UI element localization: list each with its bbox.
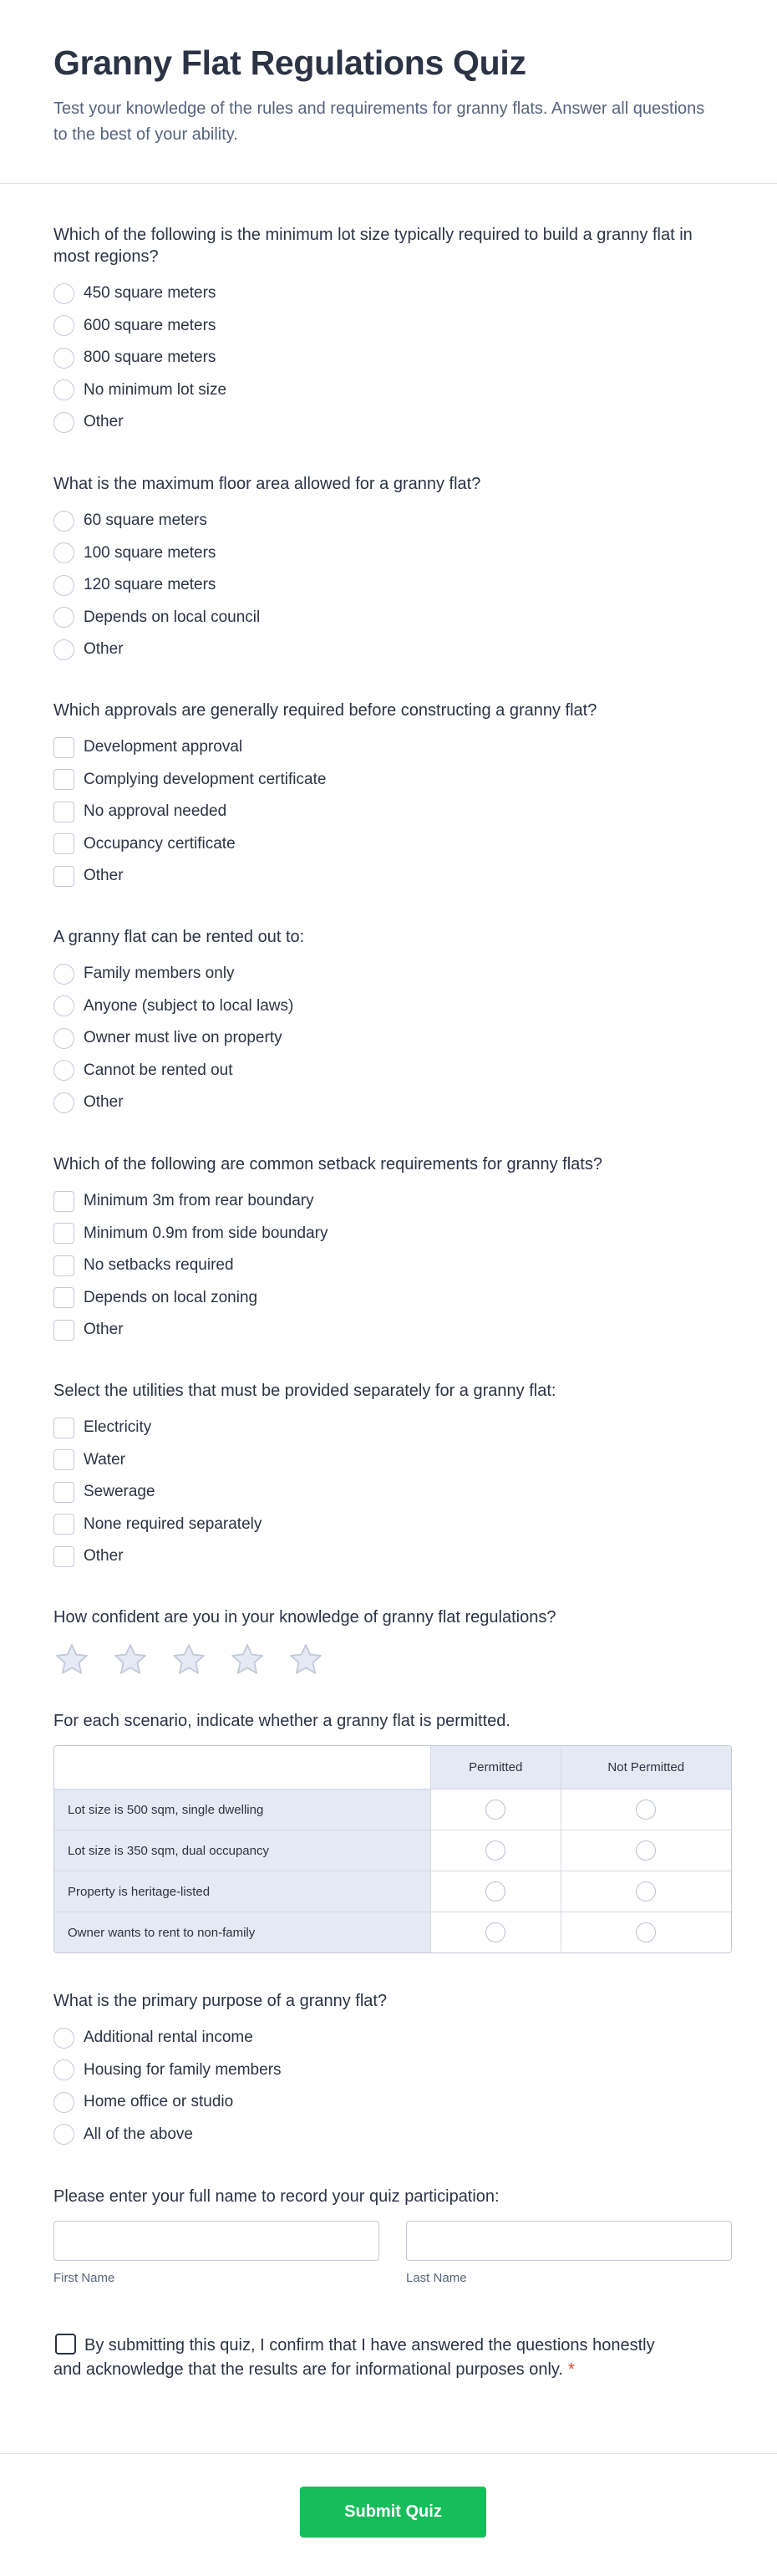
question-primary-purpose <box>53 1990 732 2151</box>
radio-button[interactable] <box>53 2124 74 2145</box>
star-icon[interactable] <box>53 1642 90 1678</box>
option-label: No approval needed <box>84 802 227 821</box>
option-label: Depends on local council <box>84 608 261 626</box>
matrix-cell[interactable] <box>561 1789 731 1830</box>
radio-button[interactable] <box>636 1840 656 1861</box>
radio-button[interactable] <box>485 1922 505 1942</box>
option-none-required[interactable] <box>53 1509 732 1541</box>
form-header <box>0 0 777 184</box>
matrix-corner <box>54 1746 431 1789</box>
option-depends-council[interactable] <box>53 602 732 634</box>
option-100-sqm[interactable] <box>53 537 732 570</box>
radio-button[interactable] <box>53 1028 74 1049</box>
option-label: Sewerage <box>84 1483 155 1501</box>
option-complying-certificate[interactable] <box>53 764 732 797</box>
star-icon[interactable] <box>287 1642 324 1678</box>
option-no-setbacks[interactable] <box>53 1250 732 1282</box>
option-other[interactable] <box>53 1087 732 1119</box>
question-label: Which of the following is the minimum lot size typically required to build a granny flat in most regions? <box>53 226 693 266</box>
matrix-row-label: Property is heritage-listed <box>54 1871 431 1912</box>
radio-button[interactable] <box>636 1881 656 1901</box>
option-local-zoning[interactable] <box>53 1282 732 1315</box>
option-home-office[interactable] <box>53 2086 732 2119</box>
question-label: For each scenario, indicate whether a granny flat is permitted. <box>53 1712 510 1730</box>
matrix-row-label: Lot size is 350 sqm, dual occupancy <box>54 1830 431 1871</box>
question-max-floor-area <box>53 473 732 666</box>
page-title: Granny Flat Regulations Quiz <box>53 43 526 82</box>
option-other[interactable] <box>53 406 732 439</box>
checkbox[interactable] <box>53 737 74 758</box>
matrix-table <box>53 1745 732 1953</box>
option-label: 60 square meters <box>84 512 207 530</box>
radio-button[interactable] <box>53 2059 74 2080</box>
matrix-cell[interactable] <box>431 1871 561 1912</box>
radio-button[interactable] <box>53 348 74 369</box>
option-other[interactable] <box>53 1540 732 1573</box>
first-name-label: First Name <box>53 2271 115 2285</box>
radio-button[interactable] <box>53 283 74 304</box>
radio-button[interactable] <box>53 542 74 563</box>
option-label: Other <box>84 413 124 431</box>
option-occupancy-certificate[interactable] <box>53 828 732 861</box>
option-owner-lives[interactable] <box>53 1022 732 1055</box>
option-label: None required separately <box>84 1515 262 1533</box>
option-label: Other <box>84 1093 124 1112</box>
option-600-sqm[interactable] <box>53 310 732 343</box>
radio-button[interactable] <box>53 379 74 400</box>
option-label: No minimum lot size <box>84 380 227 399</box>
matrix-row-label: Owner wants to rent to non-family <box>54 1912 431 1952</box>
checkbox[interactable] <box>53 1546 74 1567</box>
option-family-housing[interactable] <box>53 2054 732 2087</box>
last-name-input[interactable] <box>406 2221 732 2261</box>
option-120-sqm[interactable] <box>53 569 732 602</box>
question-setbacks <box>53 1153 732 1347</box>
star-icon[interactable] <box>229 1642 266 1678</box>
option-label: 450 square meters <box>84 284 216 303</box>
submit-button[interactable]: Submit Quiz <box>300 2487 486 2538</box>
option-label: Development approval <box>84 738 243 756</box>
option-label: Owner must live on property <box>84 1029 282 1047</box>
option-development-approval[interactable] <box>53 731 732 764</box>
option-label: Other <box>84 867 124 885</box>
option-label: Depends on local zoning <box>84 1288 258 1306</box>
option-family-only[interactable] <box>53 958 732 990</box>
option-label: Electricity <box>84 1418 152 1437</box>
option-cannot-rent[interactable] <box>53 1055 732 1087</box>
option-label: Other <box>84 640 124 659</box>
radio-button[interactable] <box>53 995 74 1016</box>
matrix-cell[interactable] <box>561 1912 731 1952</box>
radio-button[interactable] <box>53 575 74 596</box>
radio-button[interactable] <box>53 639 74 660</box>
question-label: Please enter your full name to record your quiz participation: <box>53 2187 500 2206</box>
last-name-label: Last Name <box>406 2271 467 2285</box>
star-rating[interactable] <box>53 1642 732 1678</box>
option-label: Minimum 0.9m from side boundary <box>84 1224 328 1242</box>
matrix-cell[interactable] <box>561 1830 731 1871</box>
checkbox[interactable] <box>53 833 74 854</box>
matrix-row <box>54 1789 731 1830</box>
radio-button[interactable] <box>485 1881 505 1901</box>
question-utilities <box>53 1380 732 1573</box>
radio-button[interactable] <box>53 964 74 985</box>
question-rental <box>53 926 732 1119</box>
matrix-row <box>54 1830 731 1871</box>
question-permitted-matrix <box>53 1710 732 1953</box>
option-water[interactable] <box>53 1444 732 1477</box>
option-800-sqm[interactable] <box>53 342 732 374</box>
option-label: 120 square meters <box>84 576 216 594</box>
option-label: 100 square meters <box>84 543 216 562</box>
radio-button[interactable] <box>53 2092 74 2113</box>
option-other[interactable] <box>53 1314 732 1347</box>
radio-button[interactable] <box>53 1092 74 1113</box>
question-label: Which approvals are generally required before constructing a granny flat? <box>53 701 597 720</box>
question-label: Which of the following are common setback requirements for granny flats? <box>53 1155 602 1173</box>
question-confidence-rating <box>53 1606 732 1678</box>
option-label: Home office or studio <box>84 2093 234 2111</box>
last-name-group <box>406 2221 732 2285</box>
option-label: 600 square meters <box>84 316 216 334</box>
checkbox[interactable] <box>53 1514 74 1535</box>
option-label: Housing for family members <box>84 2060 282 2079</box>
question-full-name <box>53 2186 732 2285</box>
option-sewerage[interactable] <box>53 1476 732 1509</box>
option-all-above[interactable] <box>53 2119 732 2151</box>
radio-button[interactable] <box>636 1922 656 1942</box>
matrix-header-row <box>54 1746 731 1789</box>
matrix-cell[interactable] <box>431 1789 561 1830</box>
star-icon[interactable] <box>170 1642 207 1678</box>
question-label: A granny flat can be rented out to: <box>53 928 305 946</box>
option-label: Complying development certificate <box>84 770 327 788</box>
required-mark: * <box>567 2360 575 2379</box>
checkbox[interactable] <box>53 1191 74 1212</box>
radio-button[interactable] <box>53 412 74 433</box>
matrix-cell[interactable] <box>431 1830 561 1871</box>
matrix-cell[interactable] <box>561 1871 731 1912</box>
matrix-cell[interactable] <box>431 1912 561 1952</box>
consent-checkbox-group <box>53 2334 655 2382</box>
option-no-minimum[interactable] <box>53 374 732 407</box>
radio-button[interactable] <box>53 511 74 532</box>
radio-button[interactable] <box>53 607 74 628</box>
option-electricity[interactable] <box>53 1412 732 1444</box>
option-side-09m[interactable] <box>53 1218 732 1250</box>
footer-divider <box>0 2453 777 2454</box>
question-label: Select the utilities that must be provided separately for a granny flat: <box>53 1382 556 1400</box>
option-label: Additional rental income <box>84 2029 253 2047</box>
checkbox[interactable] <box>53 1320 74 1341</box>
matrix-row <box>54 1912 731 1952</box>
radio-button[interactable] <box>636 1800 656 1820</box>
checkbox[interactable] <box>53 1223 74 1244</box>
matrix-row-label: Lot size is 500 sqm, single dwelling <box>54 1789 431 1830</box>
option-60-sqm[interactable] <box>53 505 732 537</box>
option-rear-3m[interactable] <box>53 1185 732 1218</box>
option-label: Anyone (subject to local laws) <box>84 996 294 1015</box>
question-min-lot-size <box>53 224 732 439</box>
option-label: 800 square meters <box>84 349 216 367</box>
consent-checkbox[interactable] <box>55 2334 76 2355</box>
matrix-column-header: Not Permitted <box>561 1746 731 1789</box>
radio-button[interactable] <box>485 1800 505 1820</box>
checkbox[interactable] <box>53 769 74 790</box>
option-anyone[interactable] <box>53 990 732 1023</box>
matrix-column-header: Permitted <box>431 1746 561 1789</box>
name-fields <box>53 2221 732 2285</box>
option-label: All of the above <box>84 2125 193 2143</box>
checkbox[interactable] <box>53 1287 74 1308</box>
star-icon[interactable] <box>112 1642 149 1678</box>
radio-button[interactable] <box>53 2028 74 2049</box>
question-label: How confident are you in your knowledge of granny flat regulations? <box>53 1608 556 1627</box>
option-no-approval[interactable] <box>53 796 732 828</box>
radio-button[interactable] <box>53 1060 74 1081</box>
option-label: Cannot be rented out <box>84 1061 233 1079</box>
first-name-group <box>53 2221 379 2285</box>
checkbox[interactable] <box>53 866 74 887</box>
option-label: Other <box>84 1321 124 1339</box>
option-rental-income[interactable] <box>53 2022 732 2054</box>
question-label: What is the maximum floor area allowed for a granny flat? <box>53 475 481 493</box>
option-label: Water <box>84 1450 125 1469</box>
option-label: Family members only <box>84 965 235 983</box>
radio-button[interactable] <box>485 1840 505 1861</box>
first-name-input[interactable] <box>53 2221 379 2261</box>
matrix-row <box>54 1871 731 1912</box>
option-450-sqm[interactable] <box>53 277 732 310</box>
page-description: Test your knowledge of the rules and requirements for granny flats. Answer all questions to the best of your ability. <box>53 99 705 144</box>
checkbox[interactable] <box>53 1255 74 1276</box>
checkbox[interactable] <box>53 802 74 822</box>
checkbox[interactable] <box>53 1449 74 1470</box>
option-label: Other <box>84 1547 124 1565</box>
option-label: Minimum 3m from rear boundary <box>84 1192 314 1210</box>
question-approvals <box>53 700 732 893</box>
option-label: Occupancy certificate <box>84 834 236 853</box>
checkbox[interactable] <box>53 1418 74 1438</box>
option-label: No setbacks required <box>84 1256 234 1275</box>
question-label: What is the primary purpose of a granny flat? <box>53 1992 388 2010</box>
radio-button[interactable] <box>53 315 74 336</box>
option-other[interactable] <box>53 634 732 666</box>
consent-text: By submitting this quiz, I confirm that I have answered the questions honestly and acknowledge that the results are for informational purposes only. <box>53 2336 655 2379</box>
checkbox[interactable] <box>53 1482 74 1503</box>
option-other[interactable] <box>53 860 732 893</box>
